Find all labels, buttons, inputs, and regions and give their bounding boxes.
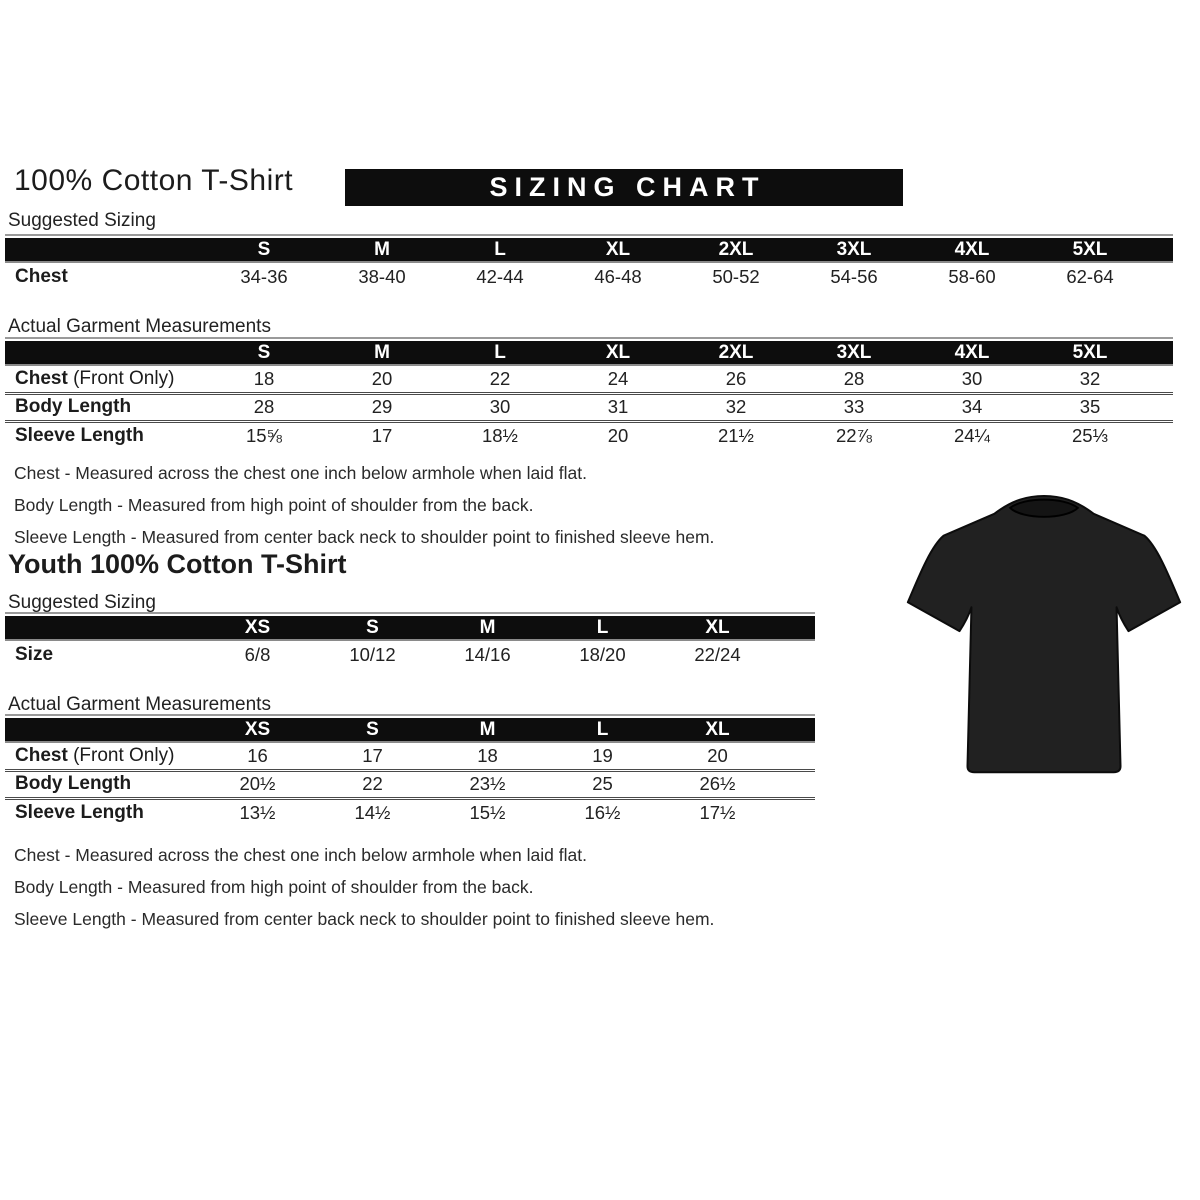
tshirt-collar	[1010, 500, 1078, 517]
size-column-header: L	[441, 341, 559, 365]
size-column-header: L	[441, 238, 559, 262]
measurement-value: 31	[607, 396, 629, 417]
row-label-column-header	[5, 718, 200, 742]
row-filler	[1149, 393, 1173, 421]
measurement-row	[5, 262, 1173, 290]
measurement-row	[5, 742, 815, 770]
measurement-value: 34-36	[240, 265, 288, 287]
row-label-text: Sleeve Length	[15, 801, 144, 823]
size-table-header-row	[5, 616, 815, 640]
row-filler	[775, 770, 815, 798]
measurement-value: 22⅞	[835, 424, 872, 446]
size-column-header: M	[323, 341, 441, 365]
size-column-header: 2XL	[677, 238, 795, 262]
measurement-row-label	[5, 365, 205, 393]
measurement-value: 17½	[699, 801, 736, 823]
row-label-column-header	[5, 616, 200, 640]
size-table-header-row	[5, 341, 1173, 365]
row-filler	[775, 798, 815, 826]
size-table-header-row	[5, 238, 1173, 262]
measurement-row	[5, 640, 815, 668]
header-filler	[1149, 238, 1173, 262]
measurement-row-label	[5, 640, 200, 668]
measurement-value: 19	[592, 744, 613, 766]
size-column-header: 3XL	[795, 341, 913, 365]
measurement-value: 20	[707, 744, 728, 766]
measurement-value: 32	[1079, 367, 1101, 389]
measurement-row-label	[5, 770, 200, 798]
youth-actual-measurements-table	[5, 714, 815, 826]
size-column-header: M	[430, 718, 545, 742]
size-column-header: 2XL	[677, 341, 795, 365]
measurement-value: 22/24	[694, 643, 741, 665]
measurement-value: 18	[477, 744, 498, 766]
page-title: 100% Cotton T-Shirt	[14, 164, 294, 197]
size-column-header: XS	[200, 616, 315, 640]
row-filler	[1149, 365, 1173, 393]
measurement-value: 32	[725, 396, 747, 417]
youth-suggested-sizing-table	[5, 612, 815, 668]
row-label-column-header	[5, 341, 205, 365]
size-column-header: 3XL	[795, 238, 913, 262]
measurement-row-label	[5, 798, 200, 826]
measurement-value: 30	[961, 367, 983, 389]
row-filler	[775, 640, 815, 668]
size-column-header: XL	[559, 341, 677, 365]
measurement-value: 22	[489, 367, 511, 389]
size-column-header: 5XL	[1031, 238, 1149, 262]
header-filler	[1149, 341, 1173, 365]
measurement-value: 30	[489, 396, 511, 417]
measurement-value: 10/12	[349, 643, 396, 665]
measurement-value: 28	[253, 396, 275, 417]
measurement-note-sleeve-length: Sleeve Length - Measured from center back neck to shoulder point to finished sleeve hem.	[14, 527, 715, 547]
row-filler	[1149, 262, 1173, 290]
youth-suggested-sizing-label: Suggested Sizing	[8, 592, 156, 613]
measurement-row-label	[5, 421, 205, 449]
measurement-value: 14½	[354, 801, 391, 823]
size-column-header: M	[430, 616, 545, 640]
youth-actual-measurements-label: Actual Garment Measurements	[8, 694, 271, 715]
row-label-text: Body Length	[15, 773, 132, 794]
header-filler	[775, 718, 815, 742]
adult-measurement-notes	[14, 457, 714, 553]
sizing-chart-banner-label: SIZING CHART	[489, 172, 766, 202]
measurement-value: 22	[362, 773, 383, 794]
measurement-value: 58-60	[948, 265, 996, 287]
row-label-text: Chest	[15, 265, 68, 287]
size-column-header: S	[315, 718, 430, 742]
row-label-column-header	[5, 238, 205, 262]
size-column-header: S	[205, 341, 323, 365]
measurement-note-sleeve-length: Sleeve Length - Measured from center back neck to shoulder point to finished sleeve hem.	[14, 909, 715, 929]
measurement-value: 34	[961, 396, 983, 417]
adult-suggested-sizing-table	[5, 234, 1173, 290]
size-column-header: S	[205, 238, 323, 262]
measurement-value: 26½	[699, 773, 736, 794]
measurement-value: 15½	[469, 801, 506, 823]
adult-actual-measurements-label: Actual Garment Measurements	[8, 316, 271, 337]
size-column-header: XL	[660, 718, 775, 742]
tshirt-image	[893, 486, 1195, 804]
measurement-value: 6/8	[244, 643, 271, 665]
measurement-value: 18	[253, 367, 275, 389]
measurement-row	[5, 798, 815, 826]
measurement-value: 13½	[239, 801, 276, 823]
sizing-chart-banner	[345, 169, 903, 206]
size-column-header: 4XL	[913, 341, 1031, 365]
size-table-header-row	[5, 718, 815, 742]
header-filler	[775, 616, 815, 640]
measurement-row-label	[5, 262, 205, 290]
size-column-header: 4XL	[913, 238, 1031, 262]
measurement-value: 35	[1079, 396, 1101, 417]
measurement-value: 24	[607, 367, 629, 389]
measurement-row-label	[5, 393, 205, 421]
measurement-value: 54-56	[830, 265, 878, 287]
measurement-value: 28	[843, 367, 865, 389]
measurement-value: 20	[607, 424, 629, 446]
adult-actual-measurements-table	[5, 337, 1173, 449]
measurement-value: 42-44	[476, 265, 524, 287]
measurement-value: 23½	[469, 773, 506, 794]
measurement-value: 46-48	[594, 265, 642, 287]
measurement-row	[5, 393, 1173, 421]
adult-suggested-sizing-label: Suggested Sizing	[8, 210, 156, 231]
row-filler	[1149, 421, 1173, 449]
measurement-value: 16	[247, 744, 268, 766]
measurement-value: 16½	[584, 801, 621, 823]
measurement-value: 20	[371, 367, 393, 389]
measurement-value: 17	[362, 744, 383, 766]
row-label-text: Size	[15, 643, 54, 665]
measurement-value: 25⅓	[1071, 424, 1108, 446]
measurement-value: 29	[371, 396, 393, 417]
measurement-row	[5, 421, 1173, 449]
size-column-header: XS	[200, 718, 315, 742]
measurement-value: 18½	[481, 424, 518, 446]
measurement-value: 33	[843, 396, 865, 417]
row-label-suffix: (Front Only)	[67, 744, 175, 766]
measurement-row-label	[5, 742, 200, 770]
measurement-value: 18/20	[579, 643, 626, 665]
size-column-header: M	[323, 238, 441, 262]
measurement-value: 17	[371, 424, 393, 446]
measurement-value: 21½	[717, 424, 754, 446]
size-column-header: L	[545, 616, 660, 640]
size-column-header: XL	[660, 616, 775, 640]
measurement-row	[5, 365, 1173, 393]
size-column-header: 5XL	[1031, 341, 1149, 365]
size-column-header: XL	[559, 238, 677, 262]
size-column-header: S	[315, 616, 430, 640]
youth-measurement-notes	[14, 839, 714, 935]
row-label-text: Sleeve Length	[15, 424, 144, 446]
measurement-value: 26	[725, 367, 747, 389]
row-label-text: Chest	[15, 367, 68, 389]
size-column-header: L	[545, 718, 660, 742]
measurement-value: 20½	[239, 773, 276, 794]
measurement-value: 25	[592, 773, 613, 794]
measurement-note-body-length: Body Length - Measured from high point of shoulder from the back.	[14, 495, 534, 515]
measurement-value: 14/16	[464, 643, 511, 665]
youth-section-title: Youth 100% Cotton T-Shirt	[8, 549, 347, 579]
tshirt-body	[908, 496, 1180, 772]
measurement-note-chest: Chest - Measured across the chest one inch below armhole when laid flat.	[14, 463, 587, 483]
measurement-note-chest: Chest - Measured across the chest one inch below armhole when laid flat.	[14, 845, 587, 865]
measurement-value: 24¼	[953, 424, 990, 446]
row-label-text: Chest	[15, 744, 68, 766]
row-label-text: Body Length	[15, 396, 132, 417]
measurement-note-body-length: Body Length - Measured from high point of shoulder from the back.	[14, 877, 534, 897]
row-filler	[775, 742, 815, 770]
row-label-suffix: (Front Only)	[67, 367, 175, 389]
measurement-value: 15⅝	[245, 424, 282, 446]
measurement-value: 62-64	[1066, 265, 1114, 287]
measurement-value: 50-52	[712, 265, 760, 287]
measurement-row	[5, 770, 815, 798]
measurement-value: 38-40	[358, 265, 406, 287]
